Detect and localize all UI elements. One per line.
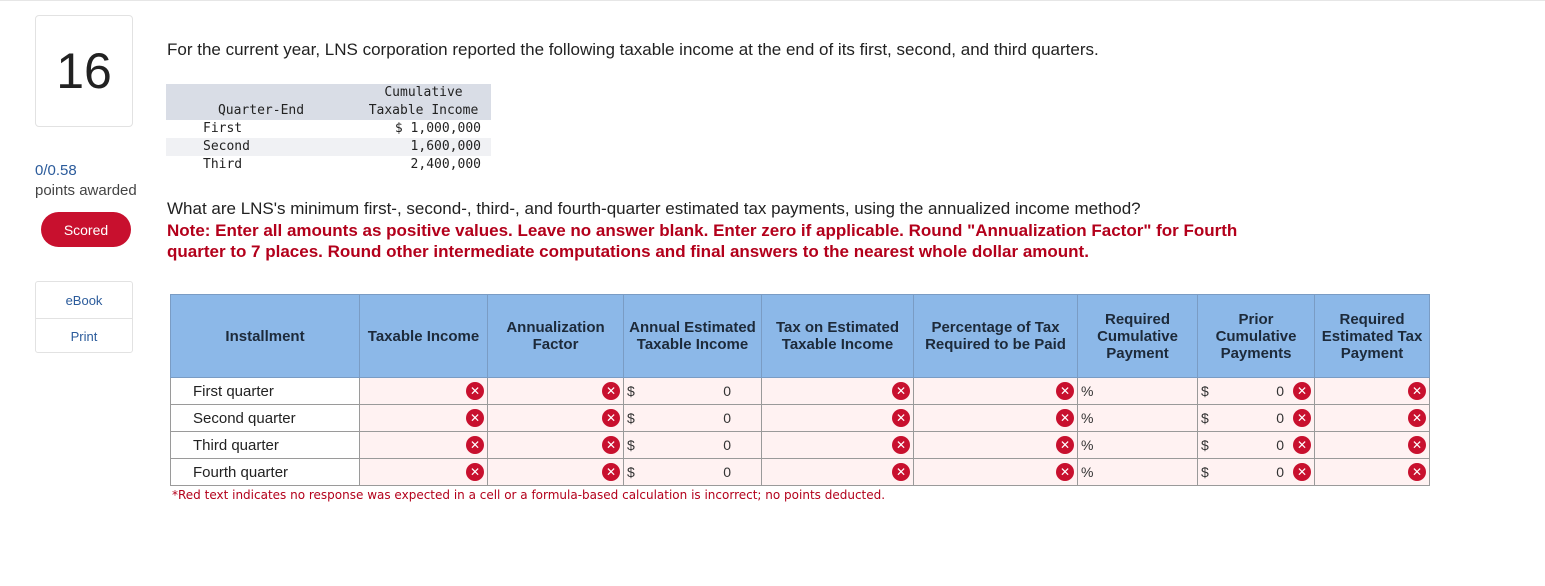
incorrect-icon: ✕ [602,463,620,481]
taxable-income-input[interactable] [360,432,488,459]
prior-cumulative-input[interactable] [1198,405,1315,432]
question-number-box [35,15,133,127]
percent-symbol: % [1081,410,1094,426]
required-estimated-input[interactable] [1315,378,1430,405]
table-row [171,378,1430,405]
prior-cumulative-input[interactable] [1198,432,1315,459]
incorrect-icon: ✕ [1408,409,1426,427]
header-annual-estimated: Annual Estimated Taxable Income [624,295,762,378]
currency-symbol: $ [627,437,635,453]
annualization-factor-input[interactable] [488,432,624,459]
incorrect-icon: ✕ [1056,436,1074,454]
cell-value: 0 [723,464,731,480]
question-note: Note: Enter all amounts as positive values. Leave no answer blank. Enter zero if applicable. Round "Annualization Factor" for Fourth quarter to 7 places. Round other intermediate computations and final answers to the nearest whole dollar amount. [167,221,1238,261]
currency-symbol: $ [1201,437,1209,453]
required-cumulative-input[interactable] [1078,459,1198,486]
table-row [171,405,1430,432]
table-row [171,432,1430,459]
header-prior-cumulative: Prior Cumulative Payments [1198,295,1315,378]
required-cumulative-input[interactable] [1078,378,1198,405]
side-tools [35,281,133,353]
annualization-factor-input[interactable] [488,459,624,486]
percentage-required-input[interactable] [914,432,1078,459]
currency-symbol: $ [1201,464,1209,480]
installment-label: Second quarter [171,405,360,432]
annual-estimated-input[interactable] [624,378,762,405]
incorrect-icon: ✕ [1293,436,1311,454]
scored-badge[interactable]: Scored [41,212,131,247]
cell-value: 0 [1276,464,1284,480]
question-number: 16 [56,43,112,99]
incorrect-icon: ✕ [466,436,484,454]
required-estimated-input[interactable] [1315,405,1430,432]
percent-symbol: % [1081,437,1094,453]
incorrect-icon: ✕ [1408,463,1426,481]
header-tax-on-estimated: Tax on Estimated Taxable Income [762,295,914,378]
incorrect-icon: ✕ [892,409,910,427]
top-divider [0,0,1545,3]
tax-on-estimated-input[interactable] [762,459,914,486]
currency-symbol: $ [627,383,635,399]
required-estimated-input[interactable] [1315,459,1430,486]
tax-on-estimated-input[interactable] [762,378,914,405]
footnote: *Red text indicates no response was expected in a cell or a formula-based calculation is incorrect; no points deducted. [172,488,886,502]
tax-on-estimated-input[interactable] [762,405,914,432]
cell-value: 0 [1276,437,1284,453]
incorrect-icon: ✕ [466,463,484,481]
table-row: First $ 1,000,000 [203,121,481,136]
incorrect-icon: ✕ [602,436,620,454]
annual-estimated-input[interactable] [624,405,762,432]
header-required-estimated: Required Estimated Tax Payment [1315,295,1430,378]
incorrect-icon: ✕ [1293,463,1311,481]
installment-label: Third quarter [171,432,360,459]
incorrect-icon: ✕ [1293,382,1311,400]
income-table [166,84,491,174]
percentage-required-input[interactable] [914,459,1078,486]
incorrect-icon: ✕ [1408,382,1426,400]
percentage-required-input[interactable] [914,378,1078,405]
annualization-factor-input[interactable] [488,405,624,432]
annual-estimated-input[interactable] [624,459,762,486]
incorrect-icon: ✕ [892,463,910,481]
currency-symbol: $ [627,464,635,480]
currency-symbol: $ [1201,410,1209,426]
table-row [171,459,1430,486]
incorrect-icon: ✕ [466,409,484,427]
cell-value: 0 [1276,410,1284,426]
points-score: 0/0.58 [35,162,77,179]
income-table-header-income: Cumulative Taxable Income [356,84,491,120]
question-intro: For the current year, LNS corporation reported the following taxable income at the end of its first, second, and third quarters. [167,40,1099,59]
points-label: points awarded [35,182,137,199]
incorrect-icon: ✕ [1056,382,1074,400]
cell-value: 0 [723,410,731,426]
taxable-income-input[interactable] [360,459,488,486]
incorrect-icon: ✕ [1056,409,1074,427]
cell-value: 0 [723,437,731,453]
incorrect-icon: ✕ [466,382,484,400]
required-cumulative-input[interactable] [1078,405,1198,432]
annualization-factor-input[interactable] [488,378,624,405]
header-taxable-income: Taxable Income [360,295,488,378]
annual-estimated-input[interactable] [624,432,762,459]
required-cumulative-input[interactable] [1078,432,1198,459]
tax-on-estimated-input[interactable] [762,432,914,459]
answer-grid [170,294,1430,486]
incorrect-icon: ✕ [1293,409,1311,427]
incorrect-icon: ✕ [1056,463,1074,481]
header-percentage-required: Percentage of Tax Required to be Paid [914,295,1078,378]
taxable-income-input[interactable] [360,378,488,405]
incorrect-icon: ✕ [1408,436,1426,454]
incorrect-icon: ✕ [602,382,620,400]
cell-value: 0 [723,383,731,399]
required-estimated-input[interactable] [1315,432,1430,459]
prior-cumulative-input[interactable] [1198,378,1315,405]
currency-symbol: $ [627,410,635,426]
incorrect-icon: ✕ [892,382,910,400]
header-installment: Installment [171,295,360,378]
percent-symbol: % [1081,383,1094,399]
percent-symbol: % [1081,464,1094,480]
table-row: Second 1,600,000 [166,138,491,156]
incorrect-icon: ✕ [602,409,620,427]
print-link[interactable]: Print [36,318,132,354]
prior-cumulative-input[interactable] [1198,459,1315,486]
installment-label: First quarter [171,378,360,405]
income-table-header-quarter: Quarter-End [166,84,356,120]
ebook-link[interactable]: eBook [65,292,103,308]
taxable-income-input[interactable] [360,405,488,432]
currency-symbol: $ [1201,383,1209,399]
cell-value: 0 [1276,383,1284,399]
table-row: Third 2,400,000 [203,157,481,172]
percentage-required-input[interactable] [914,405,1078,432]
question-prompt: What are LNS's minimum first-, second-, third-, and fourth-quarter estimated tax payments, using the annualized income method? [167,199,1141,218]
installment-label: Fourth quarter [171,459,360,486]
incorrect-icon: ✕ [892,436,910,454]
header-annualization-factor: Annualization Factor [488,295,624,378]
header-required-cumulative: Required Cumulative Payment [1078,295,1198,378]
